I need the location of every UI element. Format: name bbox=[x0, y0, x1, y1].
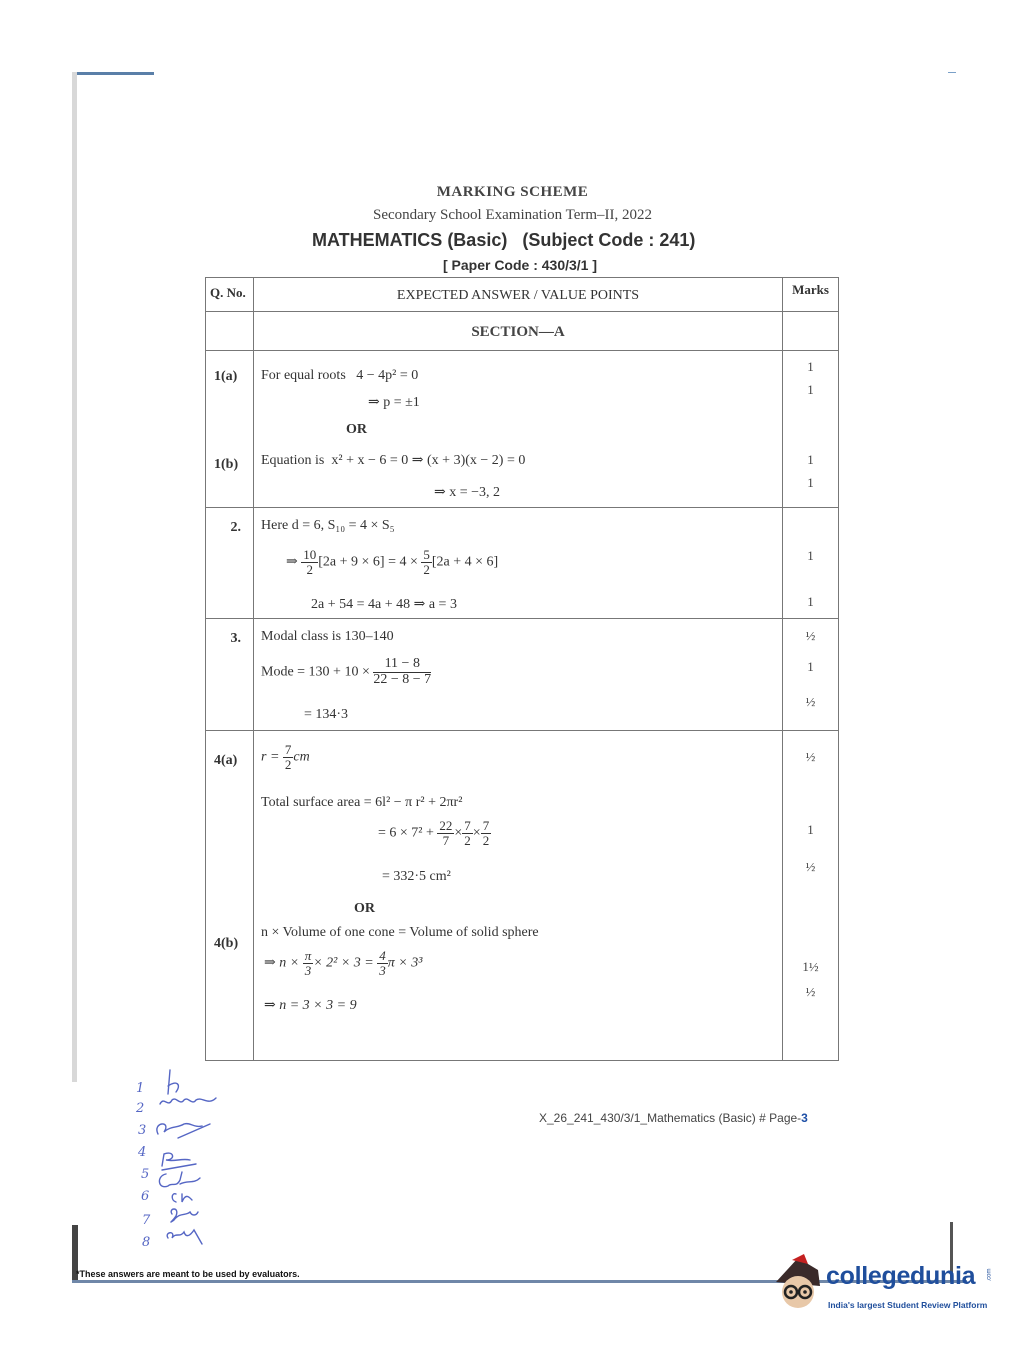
mark-q3-3: ½ bbox=[805, 694, 816, 709]
hw-num-2: 2 bbox=[136, 1101, 145, 1116]
subject-code: (Subject Code : 241) bbox=[522, 230, 696, 250]
q4a-radius: r = $\frac{7}{2}$ cm bbox=[261, 742, 310, 772]
header-answer: EXPECTED ANSWER / VALUE POINTS bbox=[396, 288, 640, 303]
q4b-line1: n × Volume of one cone = Volume of solid sphere bbox=[261, 925, 539, 940]
q1a-eq2: ⇒ p = ±1 bbox=[368, 395, 420, 410]
table-row-q1 bbox=[206, 351, 839, 508]
hw-num-7: 7 bbox=[142, 1213, 151, 1228]
hw-num-6: 6 bbox=[141, 1189, 150, 1204]
page-number: 3 bbox=[801, 1111, 808, 1125]
hw-num-3: 3 bbox=[138, 1123, 147, 1138]
mark-q1-1: 1 bbox=[807, 359, 814, 374]
q4a-calc: = 6 × 7² + $\frac{22}{7}$ × $\frac{7}{2}$ × $\frac{7}{2}$ bbox=[378, 818, 490, 848]
q1b-eq1: x² + x − 6 = 0 ⇒ (x + 3)(x − 2) = 0 bbox=[331, 453, 526, 468]
q3-line1: Modal class is 130–140 bbox=[261, 629, 394, 644]
q4b-line3: ⇒ n = 3 × 3 = 9 bbox=[264, 998, 357, 1013]
table-row-q4 bbox=[206, 731, 839, 1061]
table-row-q3 bbox=[206, 619, 839, 731]
q4a-result: = 332·5 cm² bbox=[382, 869, 451, 884]
section-title: SECTION—A bbox=[471, 324, 565, 340]
header-marks-cell bbox=[783, 278, 839, 312]
mark-q2-2: 1 bbox=[807, 594, 814, 609]
header-marks: Marks bbox=[792, 282, 829, 297]
mascot-icon bbox=[768, 1252, 828, 1316]
mark-q3-2: 1 bbox=[807, 659, 814, 674]
mark-q1-2: 1 bbox=[807, 382, 814, 397]
q1b-eq2: ⇒ x = −3, 2 bbox=[434, 485, 501, 500]
mark-q4-3: ½ bbox=[805, 859, 816, 874]
hw-num-1: 1 bbox=[136, 1081, 145, 1096]
qno-2: 2. bbox=[230, 520, 241, 535]
q3-line3: = 134·3 bbox=[304, 707, 349, 722]
q2-line3: 2a + 54 = 4a + 48 ⇒ a = 3 bbox=[311, 597, 457, 612]
table-row-q2 bbox=[206, 508, 839, 619]
evaluator-note: *These answers are meant to be used by evaluators. bbox=[76, 1269, 300, 1279]
qno-1b: 1(b) bbox=[214, 457, 239, 472]
mark-q4-5: ½ bbox=[805, 984, 816, 999]
header-answer-cell bbox=[254, 278, 783, 312]
handwritten-initials bbox=[132, 1066, 232, 1256]
section-row bbox=[206, 312, 839, 351]
mark-q4-1: ½ bbox=[805, 749, 816, 764]
hw-num-5: 5 bbox=[141, 1167, 150, 1182]
qno-3: 3. bbox=[230, 631, 241, 646]
page-reference bbox=[539, 1111, 808, 1125]
q2-line2: ⇒ $\frac{10}{2}$ [2a + 9 × 6] = 4 × $\frac{5}{2}$ [2a + 4 × 6] bbox=[286, 547, 499, 577]
mark-q1-4: 1 bbox=[807, 475, 814, 490]
subject-title bbox=[312, 230, 695, 251]
mark-q4-4: 1½ bbox=[802, 959, 819, 974]
q1-or: OR bbox=[346, 422, 367, 437]
hw-num-8: 8 bbox=[142, 1235, 151, 1250]
paper-code: [ Paper Code : 430/3/1 ] bbox=[442, 257, 598, 273]
qno-4a: 4(a) bbox=[214, 753, 238, 768]
mark-q2-1: 1 bbox=[807, 548, 814, 563]
q1b-text: Equation is bbox=[261, 453, 325, 468]
table-header-row bbox=[206, 278, 839, 312]
q1a-text: For equal roots bbox=[261, 368, 346, 383]
subject-name: MATHEMATICS (Basic) bbox=[312, 230, 508, 250]
qno-1a: 1(a) bbox=[214, 369, 238, 384]
q4b-line2: ⇒ n × $\frac{\pi}{3}$ × 2² × 3 = $\frac{4}{3}$ π × 3³ bbox=[264, 948, 423, 978]
brand-com: .com bbox=[986, 1268, 993, 1282]
mark-q3-1: ½ bbox=[805, 628, 816, 643]
qno-4b: 4(b) bbox=[214, 936, 239, 951]
collegedunia-logo bbox=[768, 1250, 998, 1320]
signatures-drawing bbox=[132, 1066, 232, 1256]
brand-name: collegedunia bbox=[826, 1262, 976, 1290]
scan-mark bbox=[948, 72, 956, 73]
q4-or: OR bbox=[354, 901, 375, 916]
q4a-tsa: Total surface area = 6l² − π r² + 2πr² bbox=[261, 795, 463, 810]
scan-edge-top bbox=[72, 72, 154, 75]
mark-q4-2: 1 bbox=[807, 822, 814, 837]
mark-q1-3: 1 bbox=[807, 452, 814, 467]
header-qno: Q. No. bbox=[210, 285, 246, 300]
page-ref-text: X_26_241_430/3/1_Mathematics (Basic) # Page- bbox=[539, 1111, 802, 1125]
header-qno-cell bbox=[206, 278, 254, 312]
q2-line1: Here d = 6, S₁₀ = 4 × S₅ bbox=[261, 518, 395, 533]
hw-num-4: 4 bbox=[138, 1145, 147, 1160]
marking-table bbox=[205, 277, 839, 1061]
q3-mode: Mode = 130 + 10 × $\frac{11 - 8}{22 - 8 - 7}$ bbox=[261, 656, 432, 687]
doc-heading: MARKING SCHEME bbox=[436, 184, 589, 200]
q1a-eq1: 4 − 4p² = 0 bbox=[356, 368, 419, 383]
brand-tagline: India's largest Student Review Platform bbox=[828, 1300, 988, 1310]
exam-name: Secondary School Examination Term–II, 2022 bbox=[372, 207, 653, 223]
